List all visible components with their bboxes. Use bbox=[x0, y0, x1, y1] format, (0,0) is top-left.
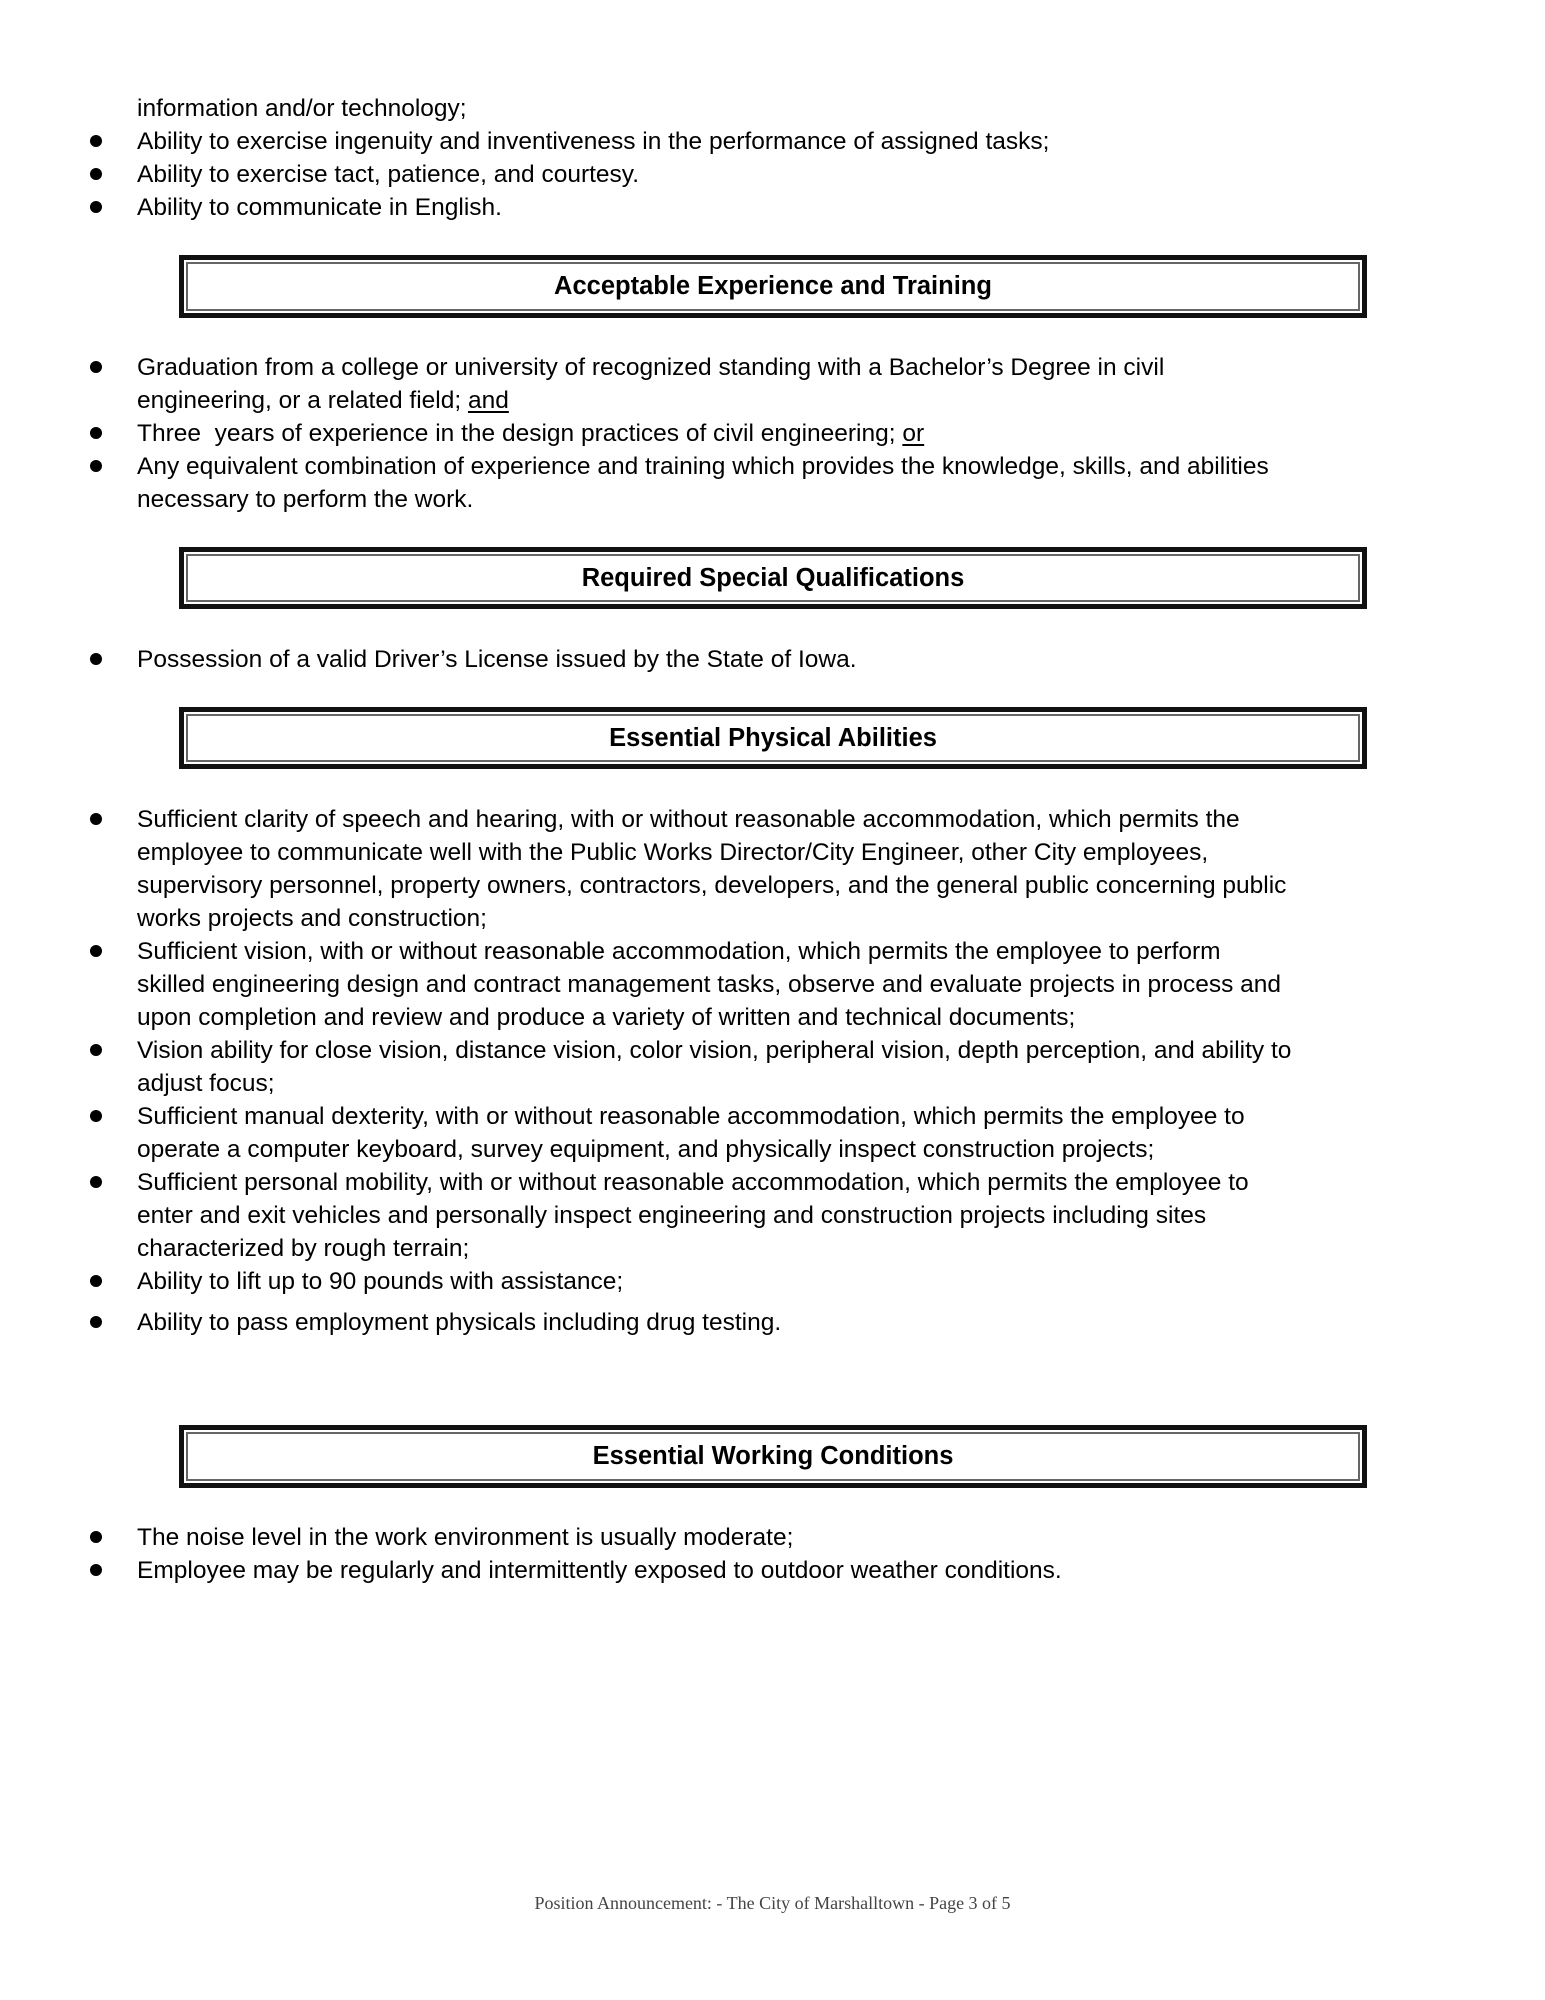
list-item: Employee may be regularly and intermittently exposed to outdoor weather conditions. bbox=[137, 1557, 1062, 1584]
list-item: Vision ability for close vision, distance vision, color vision, peripheral vision, depth perception, and ability to bbox=[137, 1037, 1292, 1064]
bullet-icon bbox=[90, 1044, 102, 1056]
list-item: Any equivalent combination of experience and training which provides the knowledge, skills, and abilities bbox=[137, 453, 1269, 480]
section-heading: Essential Physical Abilities bbox=[609, 723, 937, 752]
list-item-line bbox=[137, 417, 924, 450]
bullet-icon bbox=[90, 653, 102, 665]
page-footer: Position Announcement: - The City of Marshalltown - Page 3 of 5 bbox=[534, 1893, 1011, 1913]
list-item: Possession of a valid Driver’s License issued by the State of Iowa. bbox=[137, 646, 857, 673]
list-item: Ability to lift up to 90 pounds with assistance; bbox=[137, 1268, 624, 1295]
list-item: The noise level in the work environment is usually moderate; bbox=[137, 1524, 794, 1551]
list-item: Ability to exercise tact, patience, and courtesy. bbox=[137, 161, 640, 188]
list-item: Graduation from a college or university of recognized standing with a Bachelor’s Degree in civil bbox=[137, 354, 1165, 381]
section-heading: Required Special Qualifications bbox=[581, 563, 965, 592]
list-item-line bbox=[137, 384, 509, 417]
section-heading-box bbox=[179, 547, 1367, 609]
list-item: Sufficient vision, with or without reasonable accommodation, which permits the employee to perform bbox=[137, 938, 1221, 965]
list-item: Sufficient personal mobility, with or without reasonable accommodation, which permits the employee to bbox=[137, 1169, 1249, 1196]
section-heading: Essential Working Conditions bbox=[592, 1442, 954, 1470]
bullet-icon bbox=[90, 1275, 102, 1287]
list-item: Ability to exercise ingenuity and inventiveness in the performance of assigned tasks; bbox=[137, 128, 1050, 155]
bullet-icon bbox=[90, 427, 102, 439]
list-item-line: enter and exit vehicles and personally inspect engineering and construction projects including sites bbox=[137, 1202, 1207, 1229]
bullet-icon bbox=[90, 201, 102, 213]
conjunction-underlined: or bbox=[902, 420, 925, 447]
section-heading: Acceptable Experience and Training bbox=[554, 272, 992, 300]
list-item-text: Three years of experience in the design practices of civil engineering; bbox=[137, 420, 903, 447]
bullet-icon bbox=[90, 1316, 102, 1328]
list-item-line: upon completion and review and produce a variety of written and technical documents; bbox=[137, 1004, 1076, 1031]
section-heading-box bbox=[179, 255, 1367, 318]
section-heading-box bbox=[179, 1425, 1367, 1488]
list-item-line: necessary to perform the work. bbox=[137, 486, 474, 513]
list-item: Sufficient manual dexterity, with or without reasonable accommodation, which permits the employee to bbox=[137, 1103, 1245, 1130]
bullet-icon bbox=[90, 1531, 102, 1543]
section-heading-box bbox=[179, 707, 1367, 769]
list-item-line: supervisory personnel, property owners, contractors, developers, and the general public concerning public bbox=[137, 872, 1287, 899]
list-item-continuation: information and/or technology; bbox=[137, 95, 467, 122]
list-item-line: works projects and construction; bbox=[137, 905, 487, 932]
list-item: Ability to pass employment physicals including drug testing. bbox=[137, 1309, 782, 1336]
bullet-icon bbox=[90, 813, 102, 825]
bullet-icon bbox=[90, 1176, 102, 1188]
list-item-text: engineering, or a related field; bbox=[137, 387, 468, 414]
bullet-icon bbox=[90, 1110, 102, 1122]
bullet-icon bbox=[90, 168, 102, 180]
list-item-line: characterized by rough terrain; bbox=[137, 1235, 470, 1262]
list-item: Sufficient clarity of speech and hearing, with or without reasonable accommodation, which permits the bbox=[137, 806, 1240, 833]
bullet-icon bbox=[90, 135, 102, 147]
list-item-line: adjust focus; bbox=[137, 1070, 275, 1097]
list-item-line: operate a computer keyboard, survey equipment, and physically inspect construction projects; bbox=[137, 1136, 1155, 1163]
conjunction-underlined: and bbox=[467, 387, 509, 414]
bullet-icon bbox=[90, 361, 102, 373]
bullet-icon bbox=[90, 460, 102, 472]
list-item-line: skilled engineering design and contract management tasks, observe and evaluate projects in process and bbox=[137, 971, 1282, 998]
list-item-line: employee to communicate well with the Public Works Director/City Engineer, other City employees, bbox=[137, 839, 1209, 866]
bullet-icon bbox=[90, 945, 102, 957]
list-item: Ability to communicate in English. bbox=[137, 194, 502, 221]
bullet-icon bbox=[90, 1564, 102, 1576]
